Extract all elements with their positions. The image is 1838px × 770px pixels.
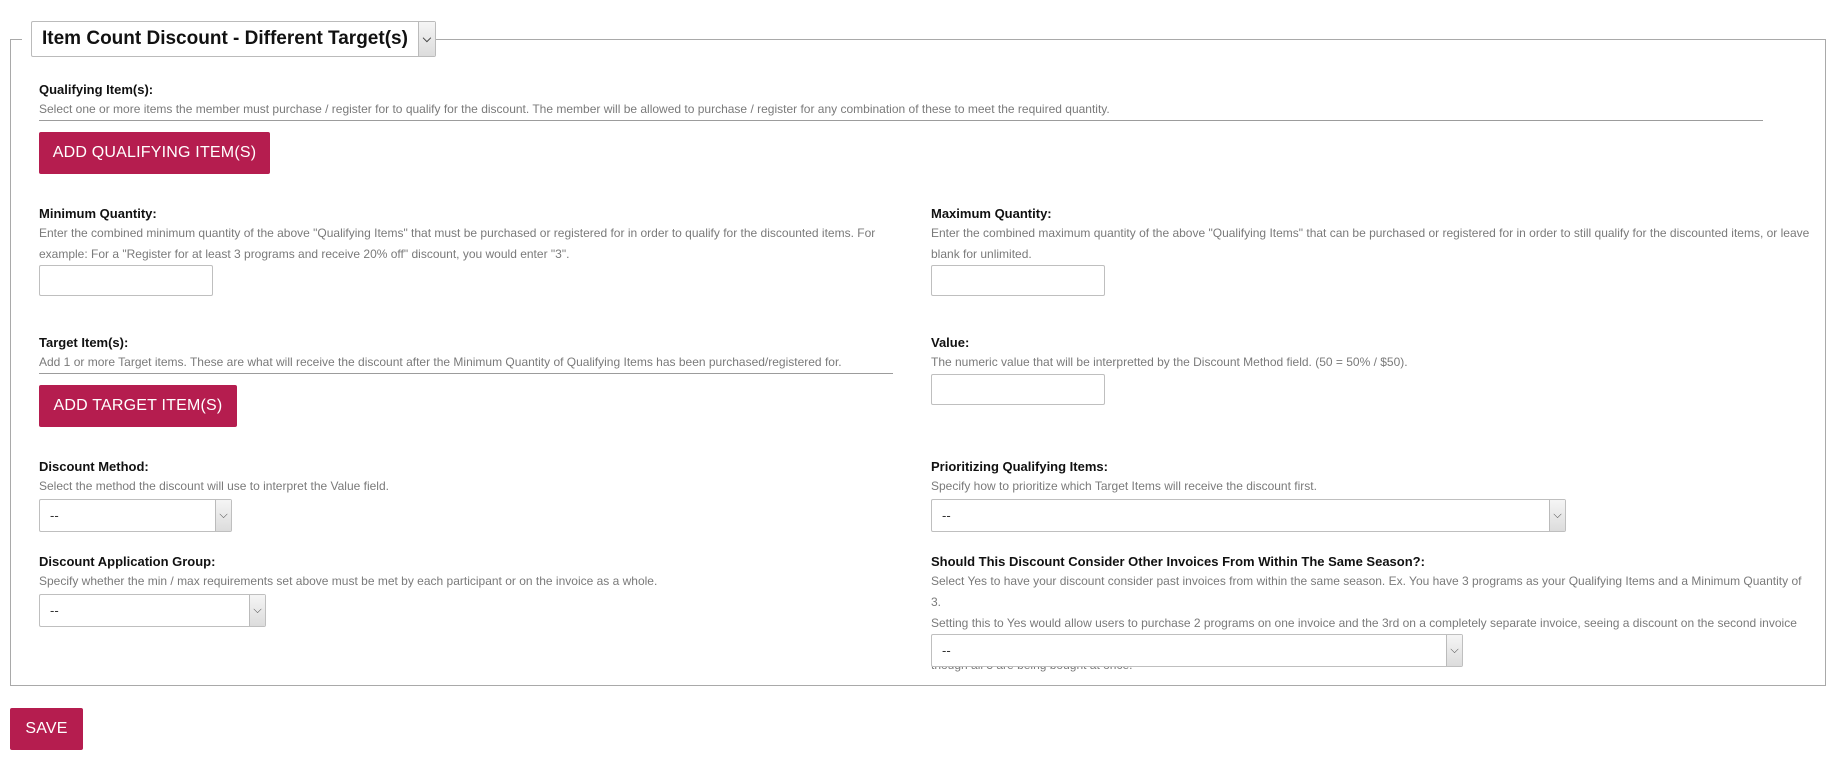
application-group-select[interactable] (39, 594, 266, 627)
target-items-label: Target Item(s): (39, 335, 129, 350)
maximum-quantity-input[interactable] (931, 265, 1105, 296)
discount-method-select[interactable] (39, 499, 232, 532)
minimum-quantity-help-line2: example: For a "Register for at least 3 programs and receive 20% off" discount, you would enter "3". (39, 247, 570, 261)
add-target-items-button[interactable]: ADD TARGET ITEM(S) (39, 385, 237, 427)
same-season-value: -- (942, 643, 951, 658)
qualifying-items-divider (39, 120, 1763, 121)
chevron-down-icon: ⌵ (418, 22, 435, 56)
discount-type-select[interactable] (31, 21, 436, 57)
minimum-quantity-label: Minimum Quantity: (39, 206, 157, 221)
chevron-down-icon: ⌵ (1549, 500, 1565, 531)
prioritizing-help: Specify how to prioritize which Target Items will receive the discount first. (931, 479, 1317, 493)
value-help: The numeric value that will be interpretted by the Discount Method field. (50 = 50% / $50). (931, 355, 1408, 369)
chevron-down-icon: ⌵ (1446, 635, 1462, 666)
discount-type-value: Item Count Discount - Different Target(s) (42, 28, 408, 49)
add-qualifying-items-button[interactable]: ADD QUALIFYING ITEM(S) (39, 132, 270, 174)
same-season-label: Should This Discount Consider Other Invoices From Within The Same Season?: (931, 554, 1425, 569)
prioritizing-value: -- (942, 508, 951, 523)
discount-method-value: -- (50, 508, 59, 523)
discount-method-help: Select the method the discount will use to interpret the Value field. (39, 479, 389, 493)
application-group-label: Discount Application Group: (39, 554, 216, 569)
save-button[interactable]: SAVE (10, 708, 83, 750)
maximum-quantity-help (931, 223, 1811, 265)
target-items-divider (39, 373, 893, 374)
maximum-quantity-label: Maximum Quantity: (931, 206, 1052, 221)
value-label: Value: (931, 335, 970, 350)
qualifying-items-help: Select one or more items the member must purchase / register for to qualify for the discount. The member will be allowed to purchase / register for any combination of these to meet the required quantity. (39, 102, 1110, 116)
maximum-quantity-help-line2: blank for unlimited. (931, 247, 1032, 261)
minimum-quantity-input[interactable] (39, 265, 213, 296)
target-items-help: Add 1 or more Target items. These are what will receive the discount after the Minimum Quantity of Qualifying Items has been purchased/registered for. (39, 355, 842, 369)
prioritizing-select[interactable] (931, 499, 1566, 532)
application-group-help: Specify whether the min / max requirements set above must be met by each participant or on the invoice as a whole. (39, 574, 658, 588)
chevron-down-icon: ⌵ (215, 500, 231, 531)
value-input[interactable] (931, 374, 1105, 405)
discount-method-label: Discount Method: (39, 459, 149, 474)
qualifying-items-label: Qualifying Item(s): (39, 82, 154, 97)
same-season-help-line2: Setting this to Yes would allow users to purchase 2 programs on one invoice and the 3rd on a completely separate invoice, seeing a discount on the second invoice (931, 616, 1797, 630)
application-group-value: -- (50, 603, 59, 618)
minimum-quantity-help (39, 223, 899, 265)
same-season-help-line1: Select Yes to have your discount consider past invoices from within the same season. Ex. You have 3 programs as your Qualifying Items and a Minimum Quantity of 3. (931, 574, 1802, 609)
maximum-quantity-help-line1: Enter the combined maximum quantity of the above "Qualifying Items" that can be purchased or registered for in order to still qualify for the discounted items, or leave (931, 226, 1810, 240)
prioritizing-label: Prioritizing Qualifying Items: (931, 459, 1108, 474)
chevron-down-icon: ⌵ (249, 595, 265, 626)
same-season-select[interactable] (931, 634, 1463, 667)
minimum-quantity-help-line1: Enter the combined minimum quantity of the above "Qualifying Items" that must be purchased or registered for in order to qualify for the discounted items. For (39, 226, 876, 240)
